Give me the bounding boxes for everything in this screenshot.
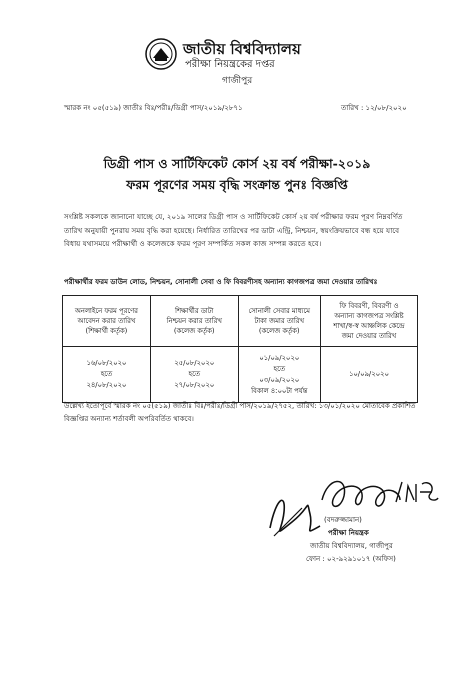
table-cell: ১০/০৯/২০২০: [320, 347, 417, 403]
city: গাজীপুর: [222, 76, 253, 86]
note-paragraph: উল্লেখ্য ইতোপূর্বে স্মারক নং ০৫(৫১৯) জাতীঃ বিঃ/পরীঃ/ডিগ্রী পাস/২০১৯/২৭৫২, তারিখ: ১৩/০১/২০২০ মোতাবেক প্রকাশিত বিজ্ঞপ্তির অন্যান্য শর্তাবলী অপরিবর্তিত থাকবে।: [64, 402, 416, 423]
handwritten-date-icon: [392, 472, 440, 512]
memo-number: স্মারক নং ০৫(৫১৯) জাতীঃ বিঃ/পরীঃ/ডিগ্রী পাস/২০১৯/২৮৭১: [64, 104, 243, 112]
table-header-cell: ফি বিবরণী, বিবরণী ও অন্যান্য কাগজপত্র সংশ্লিষ্ট শাখা/স্ব-স্ব আঞ্চলিক কেন্দ্রে জমা দেওয়ার তারিখ: [320, 296, 417, 347]
notice-title: ডিগ্রী পাস ও সার্টিফিকেট কোর্স ২য় বর্ষ পরীক্ষা-২০১৯: [103, 156, 371, 171]
signer-organization: জাতীয় বিশ্ববিদ্যালয়, গাজীপুর: [310, 542, 393, 550]
signer-title: পরীক্ষা নিয়ন্ত্রক: [328, 529, 369, 537]
signer-phone: ফোন : ০২-৯২৯১০১৭ (অফিস): [306, 555, 396, 563]
table-cell: ২৫/০৮/২০২০ হতে ২৭/০৮/২০২০: [150, 347, 238, 403]
office-name: পরীক্ষা নিয়ন্ত্রকের দপ্তর: [185, 59, 275, 70]
table-cell: ১৬/০৮/২০২০ হতে ২৪/০৮/২০২০: [63, 347, 151, 403]
table-header-cell: সোনালী সেবার মাধ্যমে টাকা জমার তারিখ (কলেজ কর্তৃক): [238, 296, 320, 347]
notice-date: তারিখ : ১২/০৮/২০২০: [341, 104, 407, 112]
schedule-table: [62, 295, 418, 403]
signature-block: [306, 514, 396, 566]
schedule-heading: [64, 276, 377, 288]
table-cell: ০১/০৯/২০২০ হতে ০৩/০৯/২০২০ বিকাল ৪:০০টা পর্যন্ত: [238, 347, 320, 403]
schedule-heading-text: পরীক্ষার্থীর ফরম ডাউন লোড, নিশ্চয়ন, সোনালী সেবা ও ফি বিবরণীসহ অন্যান্য কাগজপত্র জমা দেওয়ার তারিখঃ: [64, 278, 378, 286]
university-logo-icon: [145, 38, 177, 70]
notice-subtitle: ফরম পূরণের সময় বৃদ্ধি সংক্রান্ত পুনঃ বিজ্ঞপ্তি: [126, 177, 348, 192]
table-row: [63, 347, 418, 403]
body-paragraph: সংশ্লিষ্ট সকলকে জানানো যাচ্ছে যে, ২০১৯ সালের ডিগ্রী পাস ও সার্টিফিকেট কোর্স ২য় বর্ষ পরীক্ষার ফরম পূরণ নিম্নবর্ণিত তারিখ অনুযায়ী পুনরায় সময় বৃদ্ধি করা হয়েছে। নির্ধারিত তারিখের পর ডাটা এন্ট্রি, নিশ্চয়ন, স্বয়ংক্রিয়ভাবে বন্ধ হয়ে যাবে বিধায় যথাসময়ে পরীক্ষার্থী ও কলেজকে ফরম পূরণ সম্পর্কিত সকল কাজ সম্পন্ন করতে হবে।: [64, 212, 403, 248]
table-header-cell: শিক্ষার্থীর ডাটা নিশ্চয়ন করার তারিখ (কলেজ কর্তৃক): [150, 296, 238, 347]
university-name: জাতীয় বিশ্ববিদ্যালয়: [183, 40, 301, 58]
table-header-row: [63, 296, 418, 347]
signer-name: (বদরুজ্জামান): [324, 516, 362, 524]
table-header-cell: অনলাইনে ফরম পূরণের আবেদন করার তারিখ (শিক্ষার্থী কর্তৃক): [63, 296, 151, 347]
